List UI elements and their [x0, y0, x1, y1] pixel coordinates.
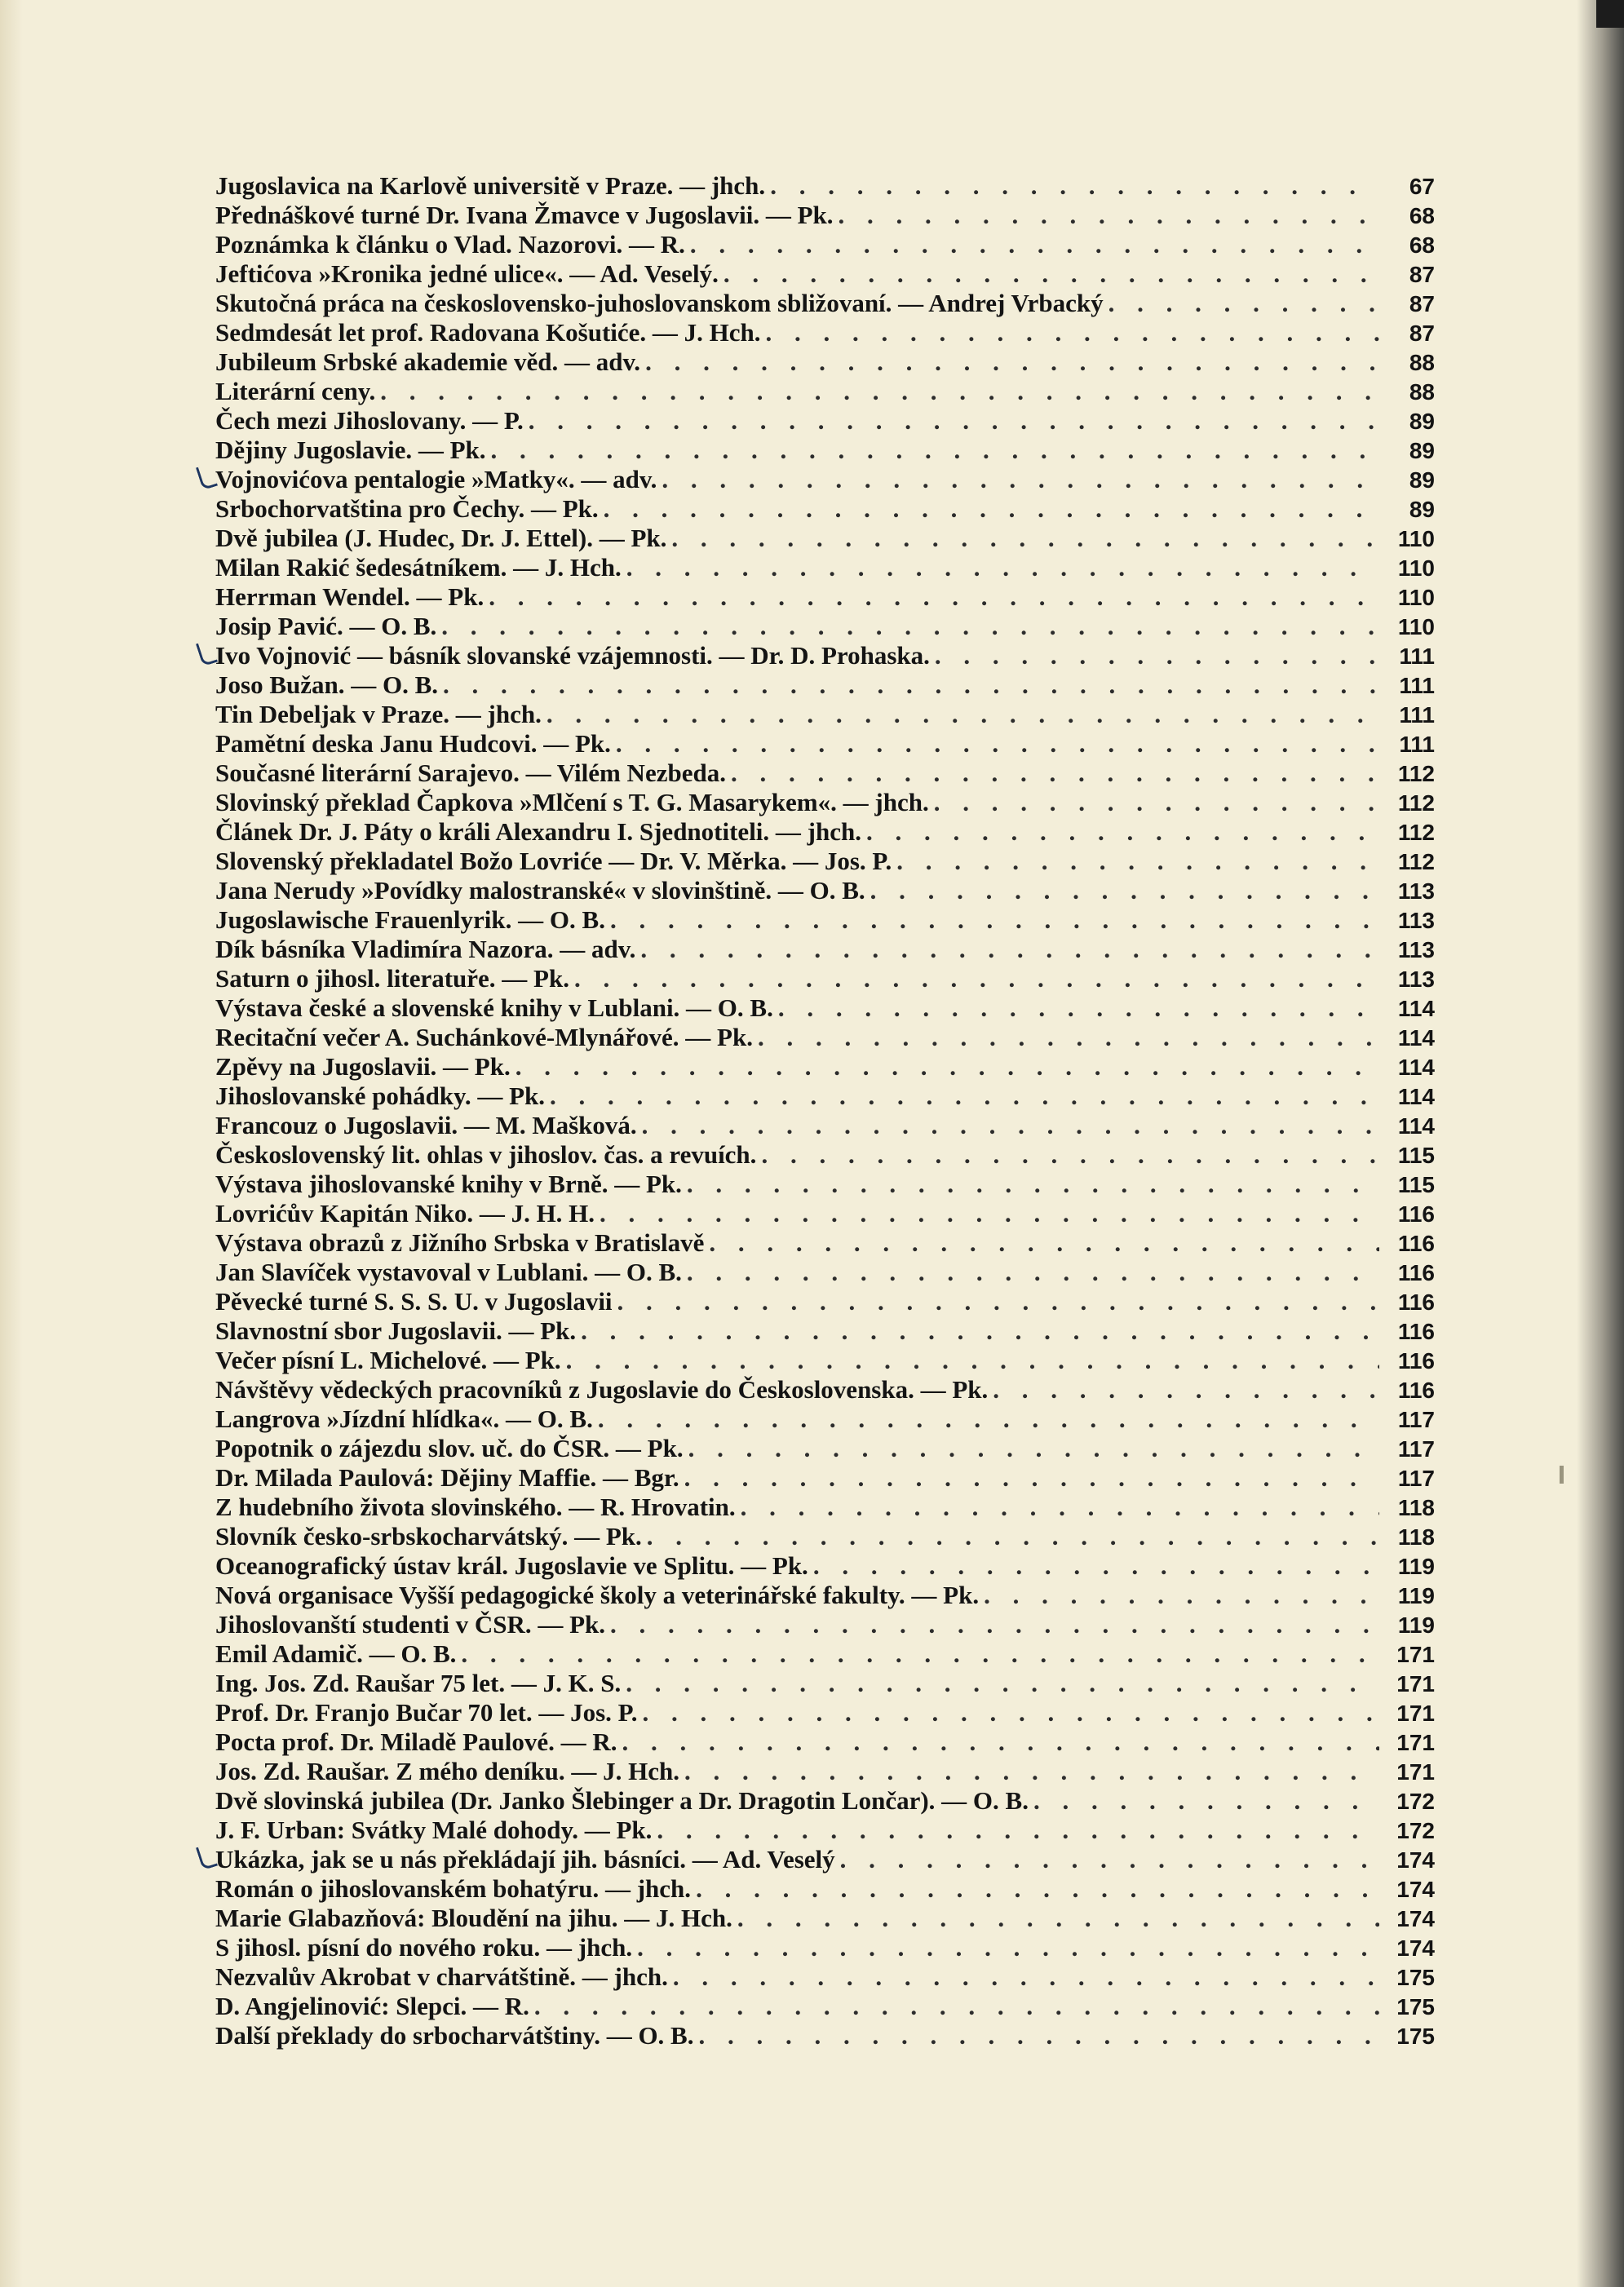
toc-row: [215, 1786, 1435, 1816]
corner-mark: [1596, 0, 1624, 28]
page-number: 113: [1397, 967, 1435, 992]
toc-row: [215, 1610, 1435, 1639]
dot-leader: [441, 612, 1379, 641]
page-number: 112: [1397, 820, 1435, 845]
toc-row: [215, 318, 1435, 347]
dot-leader: [489, 582, 1379, 612]
entry-title: Výstava obrazů z Jižního Srbska v Bratislavě: [215, 1228, 705, 1257]
entry-title: Joso Bužan. — O. B.: [215, 670, 439, 699]
entry-title: Herrman Wendel. — Pk.: [215, 582, 485, 611]
toc-row: [215, 1463, 1435, 1493]
dot-leader: [534, 1992, 1379, 2021]
page-number: 171: [1396, 1671, 1435, 1696]
entry-title: Další překlady do srbocharvátštiny. — O. B.: [215, 2021, 694, 2050]
page-number: 116: [1397, 1289, 1435, 1315]
page-number: 174: [1396, 1877, 1435, 1902]
page-number: 111: [1399, 732, 1435, 757]
toc-row: [215, 465, 1435, 494]
dot-leader: [643, 1698, 1380, 1727]
entry-title: Nezvalův Akrobat v charvátštině. — jhch.: [215, 1962, 668, 1991]
dot-leader: [574, 964, 1379, 993]
entry-title: Román o jihoslovanském bohatýru. — jhch.: [215, 1874, 692, 1903]
toc-row: [215, 1757, 1435, 1786]
entry-title: Slavnostní sbor Jugoslavii. — Pk.: [215, 1316, 577, 1345]
entry-title: Skutočná práca na československo-juhoslovanskom sbližovaní. — Andrej Vrbacký: [215, 289, 1104, 317]
toc-row: [215, 876, 1435, 905]
entry-title: Popotnik o zájezdu slov. uč. do ČSR. — Pk.: [215, 1434, 684, 1462]
toc-row: [215, 1434, 1435, 1463]
page-number: 175: [1396, 1965, 1435, 1990]
dot-leader: [645, 347, 1379, 377]
entry-title: J. F. Urban: Svátky Malé dohody. — Pk.: [215, 1816, 653, 1844]
toc-row: [215, 1816, 1435, 1845]
page-number: 89: [1409, 497, 1435, 522]
page-number: 88: [1409, 379, 1435, 405]
entry-title: S jihosl. písní do nového roku. — jhch.: [215, 1933, 633, 1962]
entry-title: Pocta prof. Dr. Miladě Paulové. — R.: [215, 1727, 617, 1756]
page-number: 87: [1409, 321, 1435, 346]
dot-leader: [610, 905, 1379, 935]
toc-row: [215, 1522, 1435, 1551]
dot-leader: [1108, 289, 1379, 318]
entry-title: Jana Nerudy »Povídky malostranské« v slovinštině. — O. B.: [215, 876, 865, 905]
entry-title: Francouz o Jugoslavii. — M. Mašková.: [215, 1111, 637, 1139]
toc-row: [215, 1727, 1435, 1757]
toc-row: [215, 1404, 1435, 1434]
dot-leader: [688, 1434, 1379, 1463]
page-number: 117: [1397, 1436, 1435, 1462]
toc-row: [215, 935, 1435, 964]
binding-gutter: [0, 0, 23, 2287]
entry-title: Jubileum Srbské akademie věd. — adv.: [215, 347, 641, 376]
page-number: 88: [1409, 350, 1435, 375]
entry-title: Srbochorvatština pro Čechy. — Pk.: [215, 494, 599, 523]
entry-title: Jos. Zd. Raušar. Z mého deníku. — J. Hch.: [215, 1757, 680, 1785]
entry-title: Jugoslawische Frauenlyrik. — O. B.: [215, 905, 605, 934]
page-number: 114: [1397, 996, 1435, 1021]
toc-row: [215, 1111, 1435, 1140]
entry-title: Langrova »Jízdní hlídka«. — O. B.: [215, 1404, 593, 1433]
dot-leader: [731, 759, 1379, 788]
entry-title: Literární ceny.: [215, 377, 376, 405]
page-number: 116: [1397, 1231, 1435, 1256]
page-number: 117: [1397, 1407, 1435, 1432]
entry-title: Saturn o jihosl. literatuře. — Pk.: [215, 964, 569, 993]
entry-title: Jeftićova »Kronika jedné ulice«. — Ad. Veselý.: [215, 259, 719, 288]
dot-leader: [778, 993, 1379, 1023]
toc-row: [215, 201, 1435, 230]
page-number: 119: [1397, 1583, 1435, 1608]
dot-leader: [616, 729, 1379, 759]
entry-title: Přednáškové turné Dr. Ivana Žmavce v Jugoslavii. — Pk.: [215, 201, 834, 229]
entry-title: Tin Debeljak v Praze. — jhch.: [215, 700, 542, 728]
dot-leader: [626, 1669, 1379, 1698]
page-number: 68: [1409, 232, 1435, 258]
entry-title: Zpěvy na Jugoslavii. — Pk.: [215, 1052, 511, 1081]
entry-title: Emil Adamič. — O. B.: [215, 1639, 457, 1668]
dot-leader: [604, 494, 1379, 524]
page-number: 114: [1397, 1055, 1435, 1080]
toc-row: [215, 817, 1435, 847]
entry-title: Československý lit. ohlas v jihoslov. čas. a revuích.: [215, 1140, 757, 1169]
page-number: 114: [1397, 1025, 1435, 1051]
entry-title: Pamětní deska Janu Hudcovi. — Pk.: [215, 729, 611, 758]
dot-leader: [546, 700, 1379, 729]
page-number: 111: [1399, 644, 1435, 669]
dot-leader: [690, 230, 1379, 259]
entry-title: Čech mezi Jihoslovany. — P.: [215, 406, 524, 435]
toc-row: [215, 1698, 1435, 1727]
toc-row: [215, 1962, 1435, 1992]
page-number: 175: [1396, 2024, 1435, 2049]
dot-leader: [637, 1933, 1379, 1962]
toc-row: [215, 171, 1435, 201]
page-number: 67: [1409, 174, 1435, 199]
toc-row: [215, 2021, 1435, 2050]
toc-row: [215, 377, 1435, 406]
toc-row: [215, 553, 1435, 582]
dot-leader: [684, 1757, 1379, 1786]
page-number: 112: [1397, 761, 1435, 786]
toc-row: [215, 1287, 1435, 1316]
page-number: 115: [1397, 1172, 1435, 1197]
page-number: 87: [1409, 262, 1435, 287]
dot-leader: [687, 1258, 1379, 1287]
toc-row: [215, 1581, 1435, 1610]
toc-row: [215, 1346, 1435, 1375]
page-number: 89: [1409, 467, 1435, 493]
dot-leader: [709, 1228, 1379, 1258]
page-number: 171: [1396, 1730, 1435, 1755]
page-number: 68: [1409, 203, 1435, 228]
page-number: 110: [1397, 555, 1435, 581]
entry-title: Ing. Jos. Zd. Raušar 75 let. — J. K. S.: [215, 1669, 622, 1697]
dot-leader: [813, 1551, 1379, 1581]
dot-leader: [550, 1082, 1379, 1111]
dot-leader: [610, 1610, 1379, 1639]
toc-row: [215, 494, 1435, 524]
page-number: 115: [1397, 1143, 1435, 1168]
page-number: 114: [1397, 1084, 1435, 1109]
entry-title: Dvě jubilea (J. Hudec, Dr. J. Ettel). — Pk.: [215, 524, 667, 552]
page-number: 172: [1396, 1789, 1435, 1814]
page-number: 111: [1399, 673, 1435, 698]
page-number: 119: [1397, 1554, 1435, 1579]
entry-title: Nová organisace Vyšší pedagogické školy a veterinářské fakulty. — Pk.: [215, 1581, 980, 1609]
entry-title: Dvě slovinská jubilea (Dr. Janko Šlebinger a Dr. Dragotin Lončar). — O. B.: [215, 1786, 1029, 1815]
dot-leader: [566, 1346, 1379, 1375]
dot-leader: [640, 935, 1379, 964]
toc-row: [215, 1199, 1435, 1228]
dot-leader: [935, 641, 1379, 670]
page-number: 110: [1397, 585, 1435, 610]
dot-leader: [380, 377, 1379, 406]
dot-leader: [600, 1199, 1379, 1228]
dot-leader: [840, 1845, 1379, 1874]
table-of-contents: [215, 171, 1435, 2050]
page-number: 113: [1397, 908, 1435, 933]
toc-row: [215, 259, 1435, 289]
dot-leader: [993, 1375, 1379, 1404]
page-number: 116: [1397, 1260, 1435, 1285]
page-number: 174: [1396, 1847, 1435, 1873]
toc-row: [215, 1082, 1435, 1111]
toc-row: [215, 406, 1435, 436]
dot-leader: [626, 553, 1379, 582]
toc-row: [215, 230, 1435, 259]
entry-title: Ivo Vojnović — básník slovanské vzájemnosti. — Dr. D. Prohaska.: [215, 641, 930, 670]
entry-title: Jihoslovanské pohádky. — Pk.: [215, 1082, 546, 1110]
page-number: 112: [1397, 849, 1435, 874]
dot-leader: [984, 1581, 1379, 1610]
dot-leader: [866, 817, 1379, 847]
entry-title: Vojnovićova pentalogie »Matky«. — adv.: [215, 465, 657, 493]
page-number: 113: [1397, 878, 1435, 904]
toc-row: [215, 1639, 1435, 1669]
toc-row: [215, 436, 1435, 465]
page-edge-shadow: [1577, 0, 1624, 2287]
page-number: 87: [1409, 291, 1435, 316]
page-number: 171: [1396, 1759, 1435, 1785]
entry-title: D. Angjelinović: Slepci. — R.: [215, 1992, 529, 2020]
toc-row: [215, 1375, 1435, 1404]
page-number: 110: [1397, 614, 1435, 639]
dot-leader: [839, 201, 1379, 230]
page-number: 112: [1397, 790, 1435, 816]
toc-row: [215, 1052, 1435, 1082]
margin-tick: [1560, 1466, 1564, 1484]
toc-row: [215, 1845, 1435, 1874]
dot-leader: [657, 1816, 1379, 1845]
toc-row: [215, 993, 1435, 1023]
dot-leader: [443, 670, 1379, 700]
entry-title: Jugoslavica na Karlově universitě v Praze. — jhch.: [215, 171, 766, 200]
toc-row: [215, 729, 1435, 759]
page-number: 171: [1396, 1701, 1435, 1726]
toc-row: [215, 524, 1435, 553]
dot-leader: [673, 1962, 1379, 1992]
page-number: 119: [1397, 1612, 1435, 1638]
dot-leader: [699, 2021, 1380, 2050]
entry-title: Dr. Milada Paulová: Dějiny Maffie. — Bgr.: [215, 1463, 679, 1492]
dot-leader: [870, 876, 1379, 905]
toc-row: [215, 700, 1435, 729]
dot-leader: [737, 1904, 1379, 1933]
entry-title: Výstava české a slovenské knihy v Lublani. — O. B.: [215, 993, 773, 1022]
page-number: 174: [1396, 1935, 1435, 1961]
toc-row: [215, 905, 1435, 935]
entry-title: Oceanografický ústav král. Jugoslavie ve Splitu. — Pk.: [215, 1551, 808, 1580]
toc-row: [215, 1874, 1435, 1904]
toc-row: [215, 641, 1435, 670]
dot-leader: [662, 465, 1379, 494]
page-number: 117: [1397, 1466, 1435, 1491]
entry-title: Poznámka k článku o Vlad. Nazorovi. — R.: [215, 230, 685, 259]
entry-title: Sedmdesát let prof. Radovana Košutiće. — J. Hch.: [215, 318, 761, 347]
toc-row: [215, 788, 1435, 817]
page-number: 118: [1397, 1524, 1435, 1550]
entry-title: Milan Rakić šedesátníkem. — J. Hch.: [215, 553, 622, 582]
dot-leader: [461, 1639, 1379, 1669]
entry-title: Prof. Dr. Franjo Bučar 70 let. — Jos. P.: [215, 1698, 638, 1727]
toc-row: [215, 347, 1435, 377]
entry-title: Slovník česko-srbskocharvátský. — Pk.: [215, 1522, 642, 1550]
page-number: 116: [1397, 1319, 1435, 1344]
toc-row: [215, 670, 1435, 700]
toc-row: [215, 582, 1435, 612]
toc-row: [215, 759, 1435, 788]
page-number: 175: [1396, 1994, 1435, 2019]
dot-leader: [766, 318, 1379, 347]
page-number: 116: [1397, 1348, 1435, 1374]
entry-title: Lovrićův Kapitán Niko. — J. H. H.: [215, 1199, 595, 1228]
entry-title: Pěvecké turné S. S. S. U. v Jugoslavii: [215, 1287, 613, 1316]
dot-leader: [622, 1727, 1379, 1757]
page-number: 116: [1397, 1201, 1435, 1227]
entry-title: Dějiny Jugoslavie. — Pk.: [215, 436, 486, 464]
toc-row: [215, 612, 1435, 641]
toc-row: [215, 1023, 1435, 1052]
dot-leader: [617, 1287, 1379, 1316]
toc-row: [215, 1904, 1435, 1933]
toc-row: [215, 847, 1435, 876]
entry-title: Ukázka, jak se u nás překládají jih. básníci. — Ad. Veselý: [215, 1845, 835, 1873]
page-number: 171: [1396, 1642, 1435, 1667]
entry-title: Slovinský překlad Čapkova »Mlčení s T. G. Masarykem«. — jhch.: [215, 788, 929, 816]
dot-leader: [1033, 1786, 1379, 1816]
page-number: 89: [1409, 409, 1435, 434]
entry-title: Večer písní L. Michelové. — Pk.: [215, 1346, 561, 1374]
toc-row: [215, 964, 1435, 993]
dot-leader: [516, 1052, 1379, 1082]
dot-leader: [687, 1170, 1379, 1199]
toc-row: [215, 1140, 1435, 1170]
toc-row: [215, 1493, 1435, 1522]
entry-title: Jihoslovanští studenti v ČSR. — Pk.: [215, 1610, 606, 1639]
dot-leader: [647, 1522, 1379, 1551]
toc-row: [215, 1551, 1435, 1581]
entry-title: Návštěvy vědeckých pracovníků z Jugoslavie do Československa. — Pk.: [215, 1375, 989, 1404]
dot-leader: [581, 1316, 1379, 1346]
toc-row: [215, 1669, 1435, 1698]
dot-leader: [684, 1463, 1379, 1493]
entry-title: Marie Glabazňová: Bloudění na jihu. — J. Hch.: [215, 1904, 732, 1932]
toc-row: [215, 1228, 1435, 1258]
toc-row: [215, 1258, 1435, 1287]
entry-title: Josip Pavić. — O. B.: [215, 612, 437, 640]
entry-title: Slovenský překladatel Božo Lovriće — Dr. V. Měrka. — Jos. P.: [215, 847, 892, 875]
dot-leader: [896, 847, 1379, 876]
page-number: 172: [1396, 1818, 1435, 1843]
dot-leader: [642, 1111, 1379, 1140]
dot-leader: [671, 524, 1379, 553]
dot-leader: [761, 1140, 1379, 1170]
entry-title: Současné literární Sarajevo. — Vilém Nezbeda.: [215, 759, 726, 787]
toc-row: [215, 1316, 1435, 1346]
toc-row: [215, 1992, 1435, 2021]
toc-row: [215, 1933, 1435, 1962]
page-number: 118: [1397, 1495, 1435, 1520]
dot-leader: [770, 171, 1379, 201]
entry-title: Dík básníka Vladimíra Nazora. — adv.: [215, 935, 636, 963]
page-number: 113: [1397, 937, 1435, 962]
dot-leader: [529, 406, 1379, 436]
page-number: 111: [1399, 702, 1435, 728]
dot-leader: [598, 1404, 1379, 1434]
dot-leader: [758, 1023, 1379, 1052]
entry-title: Jan Slavíček vystavoval v Lublani. — O. B.: [215, 1258, 682, 1286]
dot-leader: [934, 788, 1379, 817]
dot-leader: [491, 436, 1379, 465]
toc-row: [215, 1170, 1435, 1199]
page-number: 89: [1409, 438, 1435, 463]
page-number: 114: [1397, 1113, 1435, 1139]
page-number: 174: [1396, 1906, 1435, 1931]
entry-title: Výstava jihoslovanské knihy v Brně. — Pk.: [215, 1170, 682, 1198]
dot-leader: [696, 1874, 1379, 1904]
dot-leader: [723, 259, 1379, 289]
entry-title: Z hudebního života slovinského. — R. Hrovatin.: [215, 1493, 736, 1521]
page-number: 110: [1397, 526, 1435, 551]
entry-title: Recitační večer A. Suchánkové-Mlynářové. — Pk.: [215, 1023, 753, 1051]
toc-row: [215, 289, 1435, 318]
entry-title: Článek Dr. J. Páty o králi Alexandru I. Sjednotiteli. — jhch.: [215, 817, 861, 846]
dot-leader: [741, 1493, 1379, 1522]
page-number: 116: [1397, 1378, 1435, 1403]
